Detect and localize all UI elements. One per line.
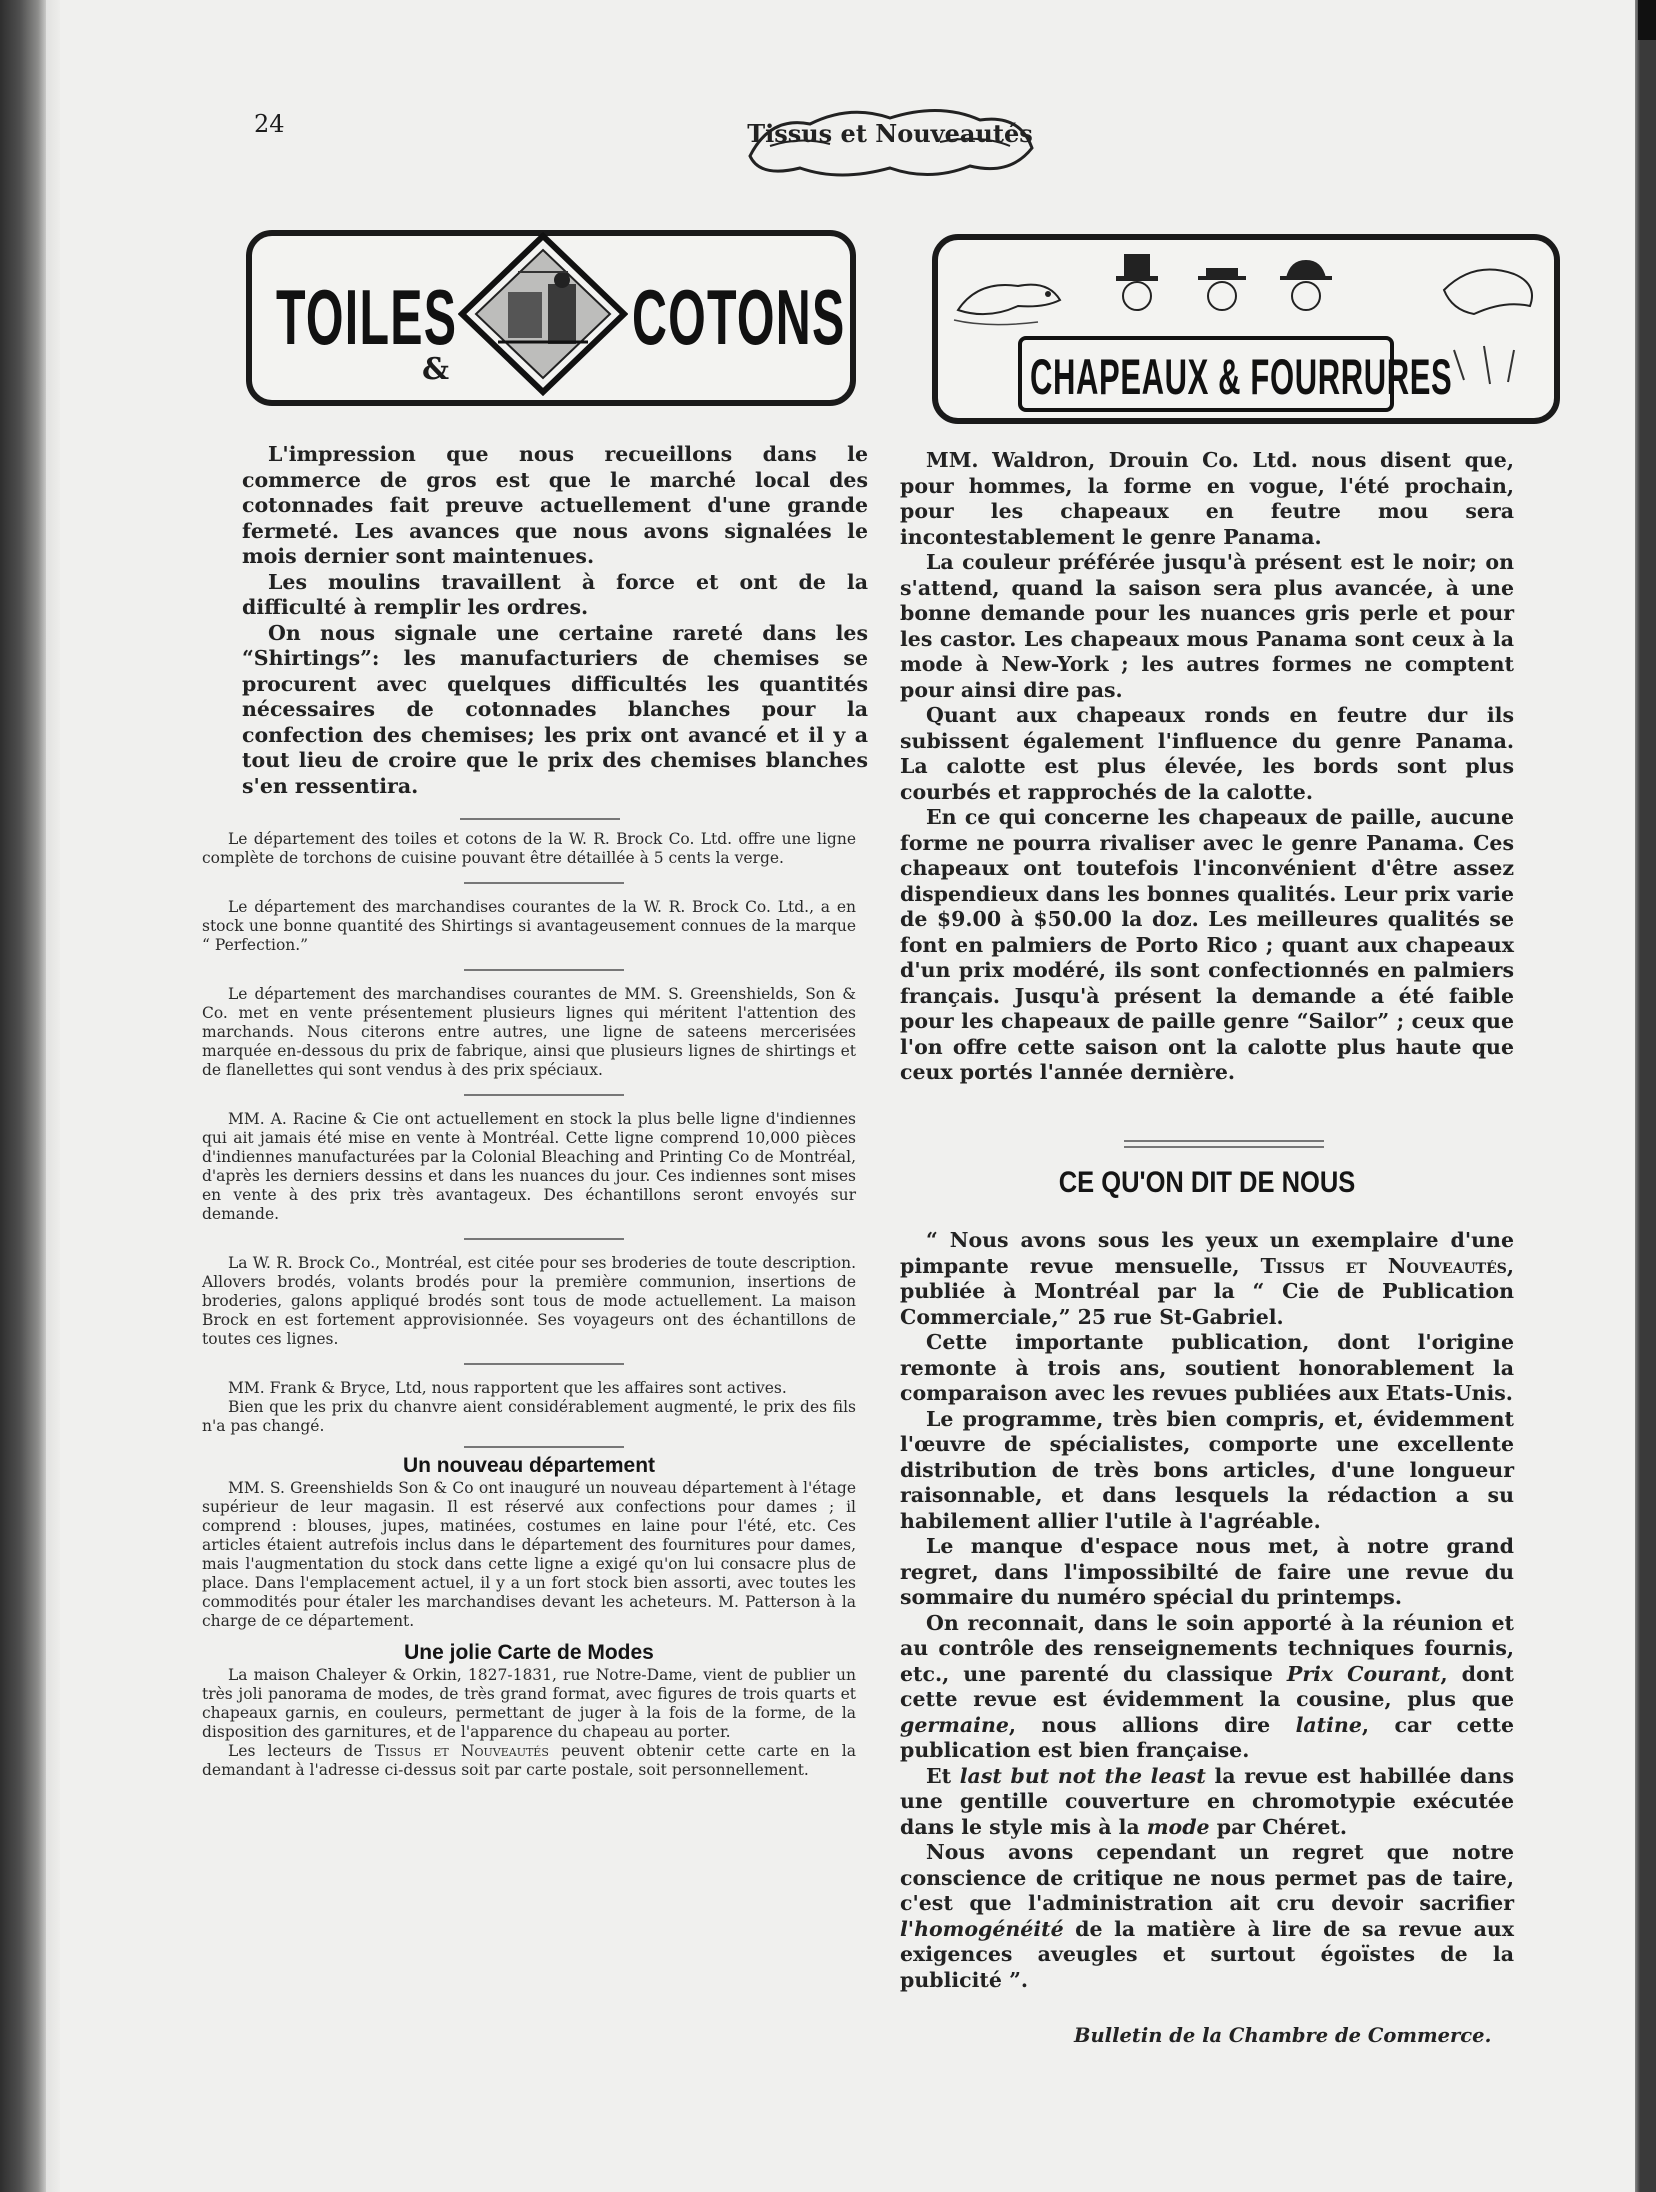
scan-edge [1646,40,1656,2192]
paragraph: En ce qui concerne les chapeaux de paille, aucune forme ne pourra rivaliser avec le genre Panama. Ces chapeaux ont toutefois l'inconvénient d'être assez dispendieux dans les bonnes qualités. Leur prix varie de $9.00 à $50.00 la doz. Les meilleures qualités se font en palmiers de Porto Rico ; quant aux chapeaux d'un prix modéré, ils sont confectionnés en palmiers français. Jusqu'à présent la demande a été faible pour les chapeaux de paille genre “Sailor” ; ceux que l'on offre cette saison ont la calotte plus haute que ceux portés l'année dernière. [900,805,1514,1084]
note: Le département des toiles et cotons de la W. R. Brock Co. Ltd. offre une ligne complète de torchons de cuisine pouvant être détaillée à 5 cents la verge. [202,830,856,867]
paragraph: On nous signale une certaine rareté dans les “Shirtings”: les manufacturiers de chemises se procurent avec quelques difficultés les quantités nécessaires de cotonnades blanches pour la confection des chemises; les prix ont avancé et il y a tout lieu de croire que le prix des chemises blanches s'en ressentira. [242,620,868,798]
section-text: Les lecteurs de Tissus et Nouveautés peuvent obtenir cette carte en la demandant à l'adresse ci-dessus soit par carte postale, soit personnellement. [202,1742,857,1779]
paragraph: “ Nous avons sous les yeux un exemplaire d'une pimpante revue mensuelle, Tissus et Nouveautés, publiée à Montréal par la “ Cie de Publication Commerciale,” 25 rue St-Gabriel. [900,1228,1514,1329]
loom-illustration [458,232,628,396]
masthead-text: Tissus et Nouveautés [747,119,1033,148]
paragraph: Et last but not the least la revue est habillée dans une gentille couverture en chromotypie exécutée dans le style mis à la mode par Chéret. [900,1763,1514,1839]
hatted-figures-illustration [1110,248,1390,332]
paragraph: Quant aux chapeaux ronds en feutre dur ils subissent également l'influence du genre Panama. La calotte est plus élevée, les bords sont plus courbés et rapprochés de la calotte. [900,703,1514,804]
paragraph: MM. Waldron, Drouin Co. Ltd. nous disent que, pour hommes, la forme en vogue, l'été prochain, pour les chapeaux en feutre mou sera incontestablement le genre Panama. [900,448,1514,549]
divider [1124,1140,1324,1142]
note: MM. A. Racine & Cie ont actuellement en stock la plus belle ligne d'indiennes qui ait jamais été mise en vente à Montréal. Cette ligne comprend 10,000 pièces d'indiennes manufacturées par la Colonial Bleaching and Printing Co de Montréal, d'après les derniers dessins et dans les nuances du jour. Ces indiennes sont mises en vente à des prix très avantageux. Des échantillons seront envoyés sur demande. [202,1110,856,1223]
paragraph: La couleur préférée jusqu'à présent est le noir; on s'attend, quand la saison sera plus avancée, à une bonne demande pour les nuances gris perle et pour les castor. Les chapeaux mous Panama sont ceux à la mode à New-York ; les autres formes ne comptent pour ainsi dire pas. [900,550,1514,702]
banner-word-cotons: COTONS [632,273,846,361]
section-title-ce-quon-dit: CE QU'ON DIT DE NOUS [1058,1166,1356,1199]
paragraph: On reconnait, dans le soin apporté à la réunion et au contrôle des renseignements techniques fournis, etc., une parenté du classique Prix Courant, dont cette revue est évidemment la cousine, plus que germaine, nous allions dire latine, car cette publication est bien française. [900,1610,1515,1762]
note: Le département des marchandises courantes de la W. R. Brock Co. Ltd., a en stock une bonne quantité des Shirtings si avantageusement connues de la marque “ Perfection.” [202,898,856,954]
section-title-nouveau-departement: Un nouveau département [402,1454,656,1477]
note: MM. Frank & Bryce, Ltd, nous rapportent que les affaires sont actives. [228,1379,787,1397]
chapeaux-article [900,448,1514,1086]
masthead-logo [740,96,1040,184]
ce-quon-dit-text [900,1228,1514,1993]
paragraph: Cette importante publication, dont l'origine remonte à trois ans, soutient honorablement la comparaison avec les revues publiées aux Etats-Unis. [900,1330,1514,1405]
banner-title-chapeaux-fourrures: CHAPEAUX & FOURRURES [1030,349,1453,405]
section-text: La maison Chaleyer & Orkin, 1827-1831, rue Notre-Dame, vient de publier un très joli panorama de modes, de très grand format, avec figures de trois quarts et chapeaux garnis, en couleurs, permettant de juger à la fois de la forme, de la disposition des garnitures, et de l'apparence du chapeau au porter. [202,1666,856,1741]
section-text: MM. S. Greenshields Son & Co ont inauguré un nouveau département à l'étage supérieur de leur magasin. Il est réservé aux confections pour dames ; il comprend : blouses, jupes, matinées, costumes en laine pour l'été, etc. Ces articles étaient autrefois inclus dans le département des fournitures pour dames, mais l'augmentation du stock dans cette ligne a exigé qu'on lui consacre plus de place. Dans l'emplacement actuel, il y a un fort stock bien assorti, avec toutes les commodités pour étaler les marchandises devant les acheteurs. M. Patterson à la charge de ce département. [202,1479,856,1630]
divider [1124,1146,1324,1148]
divider [464,1446,624,1448]
divider [464,1363,624,1365]
divider [464,969,624,971]
divider [464,882,624,884]
paragraph: Le manque d'espace nous met, à notre grand regret, dans l'impossibilté de faire une revue du sommaire du numéro spécial du printemps. [900,1534,1514,1609]
banner-ampersand: & [422,352,450,387]
paragraph: L'impression que nous recueillons dans le commerce de gros est que le marché local des cotonnades fait preuve actuellement d'une grande fermeté. Les avances que nous avons signalées le mois dernier sont maintenues. [242,442,868,568]
signature-source: Bulletin de la Chambre de Commerce. [1074,2024,1492,2047]
toiles-cotons-banner [246,230,856,406]
divider [460,818,620,820]
trade-notes [202,830,856,1780]
note: Bien que les prix du chanvre aient considérablement augmenté, le prix des fils n'a pas changé. [202,1398,856,1435]
book-spine [0,0,46,2192]
divider [464,1094,624,1096]
chapeaux-fourrures-banner [932,234,1560,424]
note: La W. R. Brock Co., Montréal, est citée pour ses broderies de toute description. Allovers brodés, volants brodés pour la première communion, insertions de broderies, galons appliqué brodés sont tous de mode actuellement. La maison Brock en est fortement approvisionnée. Ses voyageurs ont des échantillons de toutes ces lignes. [202,1254,856,1348]
paragraph: Le programme, très bien compris, et, évidemment l'œuvre de spécialistes, comporte une excellente distribution de très bons articles, d'une longueur raisonnable, et dans lesquels la rédaction a su habilement allier l'utile à l'agréable. [900,1406,1514,1533]
section-title-carte-de-modes: Une jolie Carte de Modes [404,1641,654,1664]
page-number: 24 [254,110,285,138]
banner-word-toiles: TOILES [276,273,458,361]
cotons-intro [242,442,868,799]
paragraph: Les moulins travaillent à force et ont de la difficulté à remplir les ordres. [242,569,868,619]
paragraph: Nous avons cependant un regret que notre conscience de critique ne nous permet pas de taire, c'est que l'administration ait cru devoir sacrifier l'homogénéité de la matière à lire de sa revue aux exigences aveugles et surtout égoïstes de la publicité ”. [900,1840,1514,1992]
note: Le département des marchandises courantes de MM. S. Greenshields, Son & Co. met en vente présentement plusieurs lignes qui méritent l'attention des marchands. Nous citerons entre autres, une ligne de sateens mercerisées marquée en-dessous du prix de fabrique, ainsi que plusieurs lignes de shirtings et de flanellettes qui sont vendus à des prix spéciaux. [202,985,856,1079]
beaver-illustration [948,250,1068,334]
scan-corner [1638,0,1656,40]
divider [464,1238,624,1240]
